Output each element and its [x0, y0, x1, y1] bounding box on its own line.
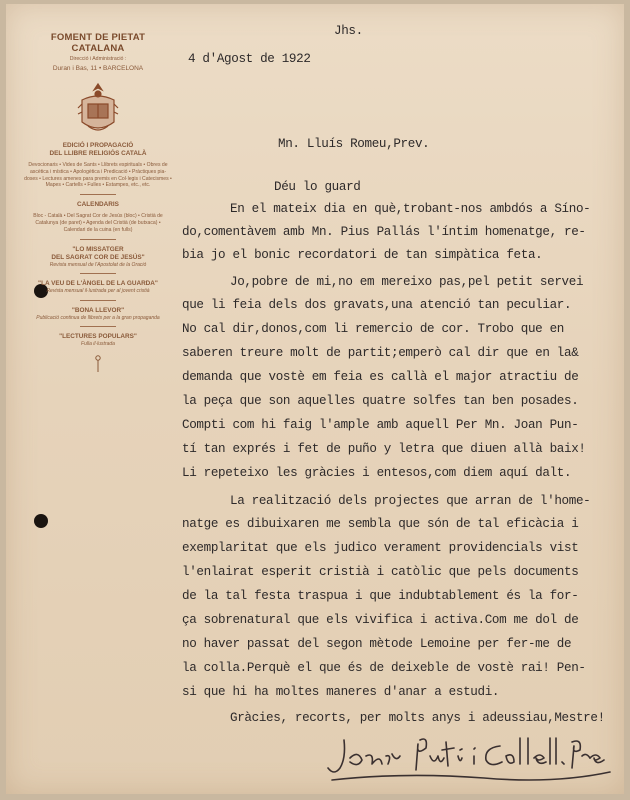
signature-icon: [324, 732, 614, 792]
letter-line: ça sobrenatural que els vivifica i activa.Com me dol de: [182, 613, 579, 627]
letterhead-lectures: "LECTURES POPULARS": [59, 333, 137, 341]
letter-line: Gràcies, recorts, per molts anys i adeussiau,Mestre!: [230, 711, 605, 725]
letter-jhs: Jhs.: [334, 24, 363, 38]
letter-date: 4 d'Agost de 1922: [188, 52, 311, 66]
punch-hole-bottom: [34, 514, 48, 528]
divider: [80, 326, 116, 327]
letter-recipient: Mn. Lluís Romeu,Prev.: [278, 137, 430, 151]
letterhead-bona: "BONA LLEVOR": [71, 306, 125, 314]
divider: [80, 194, 116, 195]
letter-line: demanda que vostè em feia es callà el major atractiu de: [182, 370, 579, 384]
letter-line: La realització dels projectes que arran de l'home-: [230, 494, 591, 508]
letterhead-calendaris: CALENDARIS: [77, 201, 119, 209]
letter-page: [6, 4, 624, 794]
letter-line: no haver passat del segon mètode Lemoine per fer-me de: [182, 637, 572, 651]
letter-line: No cal dir,donos,com li remercio de cor. Trobo que en: [182, 322, 564, 336]
ornament-icon: [93, 354, 103, 374]
letterhead-lectures-sub: Fulla il·lustrada: [81, 341, 115, 348]
letter-line: En el mateix dia en què,trobant-nos ambdós a Síno-: [230, 202, 591, 216]
letterhead-missatger-sub: Revista mensual de l'Apostolat de la Oració: [49, 261, 147, 268]
letter-line: Jo,pobre de mi,no em mereixo pas,pel petit servei: [230, 275, 584, 289]
letterhead-calendaris-list: Bloc - Català • Del Sagrat Cor de Jesús (bloc) • Cristià de Catalunya (de paret) • Agenda del Cristià (de butxaca) • Calendari de la cuina (en fulls): [33, 213, 163, 233]
letter-line: que li feia dels dos gravats,una atenció tan peculiar.: [182, 298, 572, 312]
emblem-icon: [76, 82, 120, 136]
letterhead-veu-sub: Revista mensual il·lustrada per al jovent cristià: [46, 288, 150, 295]
letterhead: [24, 32, 172, 374]
letter-greeting: Déu lo guard: [274, 180, 361, 194]
letter-line: Li repeteixo les gràcies i entesos,com diem aquí dalt.: [182, 466, 572, 480]
letter-line: exemplaritat que els judico verament providencials vist: [182, 541, 579, 555]
letter-line: la colla.Perquè el que és de deixeble de vostè rai! Pen-: [182, 661, 586, 675]
letter-line: Compti com hi faig l'ample amb aquell Per Mn. Joan Pun-: [182, 418, 579, 432]
letter-line: saberen treure molt de partit;emperò cal dir que en la&: [182, 346, 579, 360]
letterhead-bona-sub: Publicació continua de llibrets per a la gran propaganda: [36, 314, 160, 321]
letter-line: natge es dibuixaren me sembla que són de tal eficàcia i: [182, 517, 579, 531]
letterhead-edition: EDICIÓ I PROPAGACIÓ DEL LLIBRE RELIGIÓS CATALÀ: [49, 142, 147, 157]
letter-line: bia jo el bonic recordatori de tan simpàtica feta.: [182, 248, 543, 262]
letter-line: de la tal festa traspua i que indubtablement és la for-: [182, 589, 579, 603]
letterhead-org: FOMENT DE PIETAT CATALANA: [50, 32, 146, 54]
letterhead-missatger: "LO MISSATGER DEL SAGRAT COR DE JESÚS": [51, 245, 145, 261]
letterhead-edition-list: Devocionaris • Vides de Sants • Llibrets espirituals • Obres de ascètica i mística • Apologètica i Predicació • Pràctiques pia-doses • Lectures amenes para premis en Col·legis i Catecismes • Mapes • Cartells • Fulles • Estampes, etc., etc.: [24, 162, 172, 189]
divider: [80, 239, 116, 240]
letter-line: la peça que son aquelles quatre solfes tan ben posades.: [182, 394, 579, 408]
letter-line: tí tan exprés i fet de puño y letra que diuen allà baix!: [182, 442, 586, 456]
letter-line: l'enlairat esperit cristià i catòlic que pels documents: [182, 565, 579, 579]
letterhead-admin: Direcció i Administració :: [69, 56, 127, 62]
letterhead-veu: "LA VEU DE L'ÀNGEL DE LA GUARDA": [38, 280, 158, 288]
letterhead-address: Duran i Bas, 11 • BARCELONA: [52, 65, 144, 72]
letter-line: si que hi ha moltes maneres d'anar a estudi.: [182, 685, 500, 699]
divider: [80, 273, 116, 274]
divider: [80, 300, 116, 301]
letter-line: do,comentàvem amb Mn. Pius Pallás l'íntim homenatge, re-: [182, 225, 586, 239]
